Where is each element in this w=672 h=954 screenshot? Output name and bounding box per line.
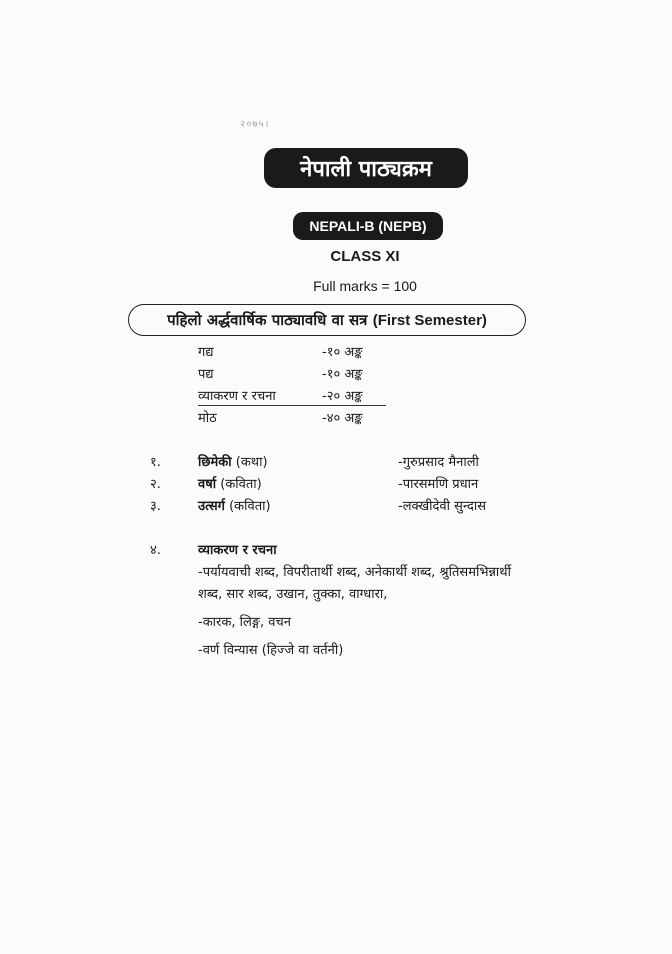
- semester-heading: [128, 304, 526, 336]
- lesson-genre: (कथा): [235, 455, 268, 470]
- marks-row: [198, 364, 386, 386]
- lesson-author: -पारसमणि प्रधान: [398, 477, 479, 492]
- total-divider: [198, 405, 386, 406]
- grammar-topics-line: -पर्यायवाची शब्द, विपरीतार्थी शब्द, अनेकार्थी शब्द, श्रुतिसमभिन्नार्थी: [198, 565, 511, 580]
- marks-label: व्याकरण र रचना: [198, 389, 276, 404]
- lesson-title: [198, 496, 271, 514]
- marks-total-row: [198, 408, 386, 430]
- full-marks: Full marks = 100: [313, 278, 417, 294]
- lesson-title: [198, 452, 268, 470]
- lesson-genre: (कविता): [220, 477, 262, 492]
- grammar-topics-line: -कारक, लिङ्ग, वचन: [198, 615, 291, 630]
- marks-label: मोठ: [198, 411, 217, 426]
- grammar-number: ४.: [150, 543, 161, 558]
- semester-heading-en: (First Semester): [372, 311, 487, 329]
- lesson-genre: (कविता): [229, 499, 271, 514]
- page-title: नेपाली पाठ्यक्रम: [264, 148, 468, 188]
- lesson-author: -गुरुप्रसाद मैनाली: [398, 455, 479, 470]
- lesson-title: [198, 474, 262, 492]
- subject-code-badge: NEPALI-B (NEPB): [293, 212, 443, 240]
- lesson-name: वर्षा: [198, 477, 217, 492]
- grammar-topics-line: -वर्ण विन्यास (हिज्जे वा वर्तनी): [198, 643, 344, 658]
- lesson-name: छिमेकी: [198, 455, 232, 470]
- lesson-number: १.: [150, 455, 161, 470]
- lesson-number: ३.: [150, 499, 161, 514]
- lesson-name: उत्सर्ग: [198, 499, 225, 514]
- faint-stamp: २०७५।: [240, 119, 270, 130]
- marks-value: -१० अङ्क: [322, 345, 363, 360]
- semester-heading-np: पहिलो अर्द्धवार्षिक पाठ्यावधि वा सत्र: [167, 311, 368, 329]
- marks-row: [198, 342, 386, 364]
- marks-value: -२० अङ्क: [322, 389, 363, 404]
- marks-label: पद्य: [198, 367, 214, 382]
- marks-value: -१० अङ्क: [322, 367, 363, 382]
- marks-value: -४० अङ्क: [322, 411, 363, 426]
- marks-label: गद्य: [198, 345, 214, 360]
- grammar-topics-line: शब्द, सार शब्द, उखान, तुक्का, वाग्धारा,: [198, 587, 388, 602]
- lesson-number: २.: [150, 477, 161, 492]
- lesson-author: -लक्खीदेवी सुन्दास: [398, 499, 487, 514]
- class-title: CLASS XI: [330, 248, 400, 265]
- grammar-title: व्याकरण र रचना: [198, 543, 277, 558]
